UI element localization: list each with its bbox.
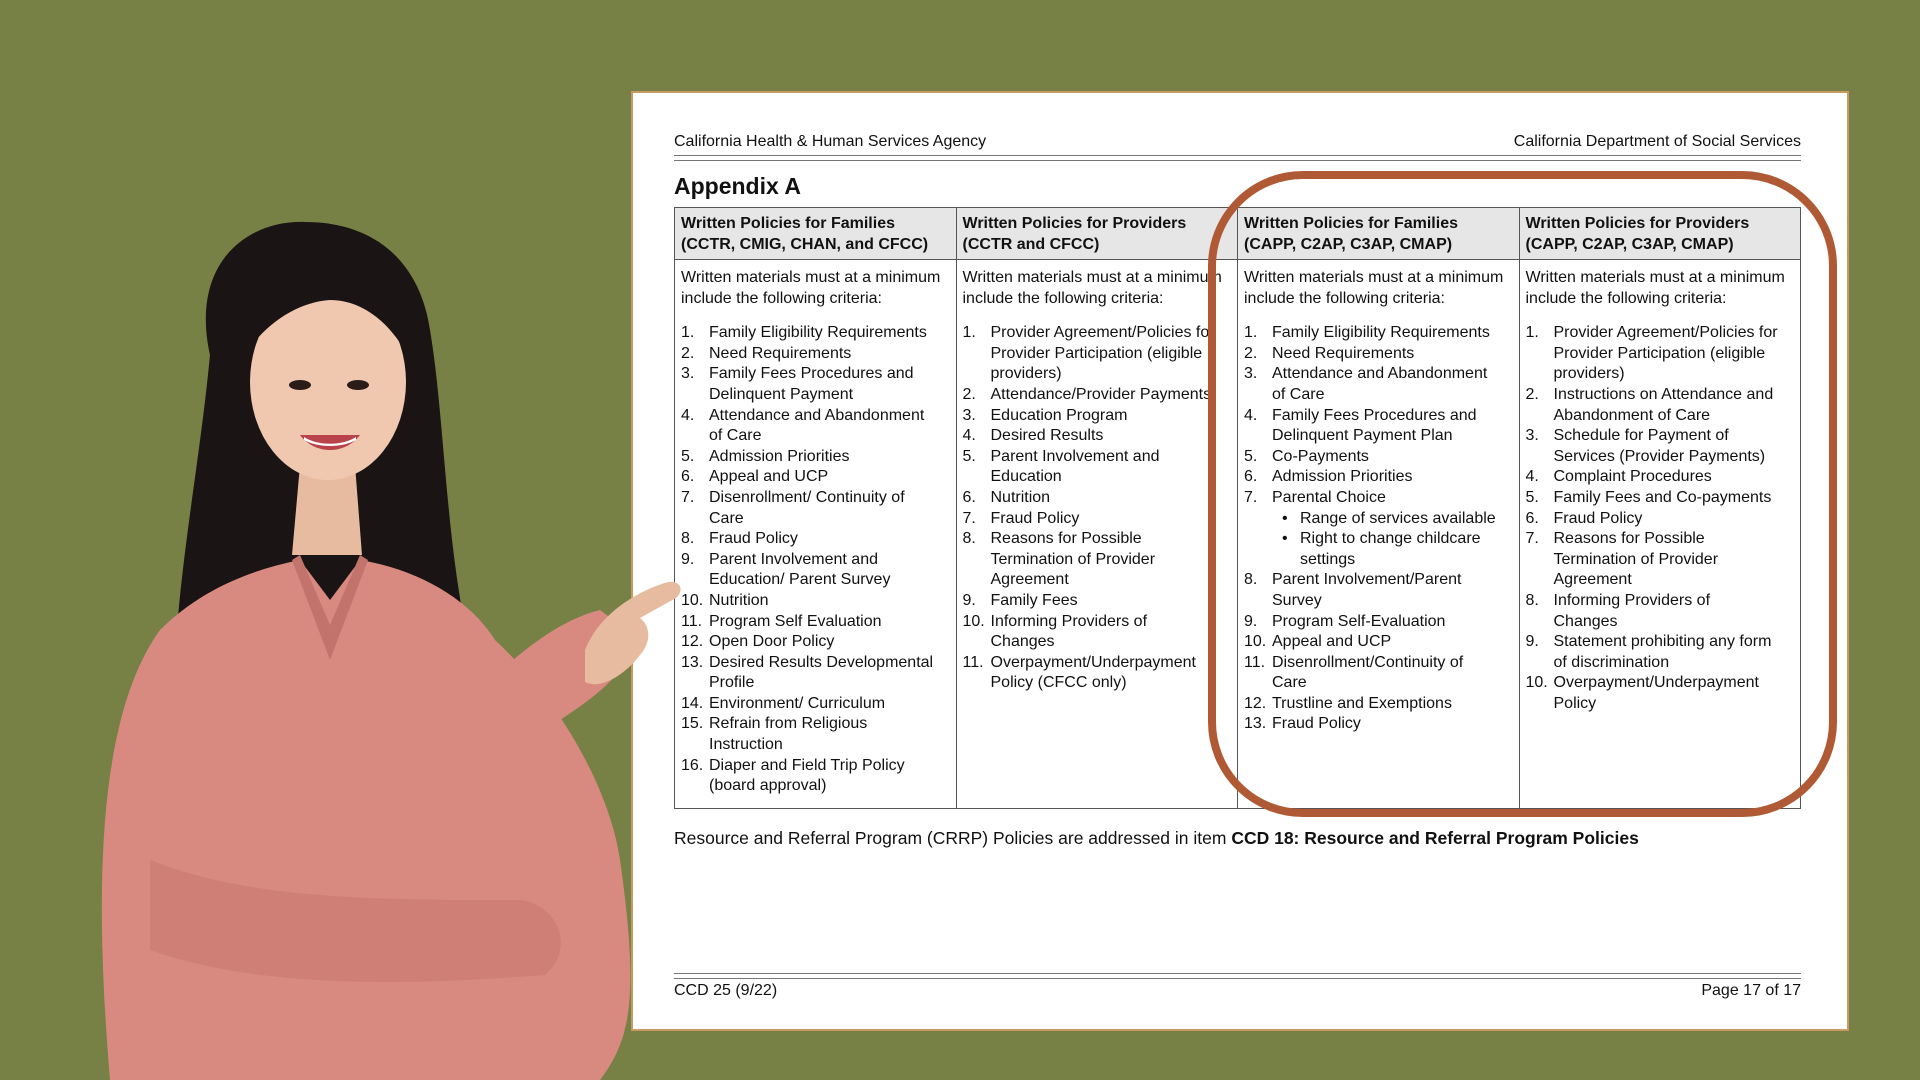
column-header-3 [1238,208,1520,260]
list-item-text: of Care [1272,385,1325,403]
list-item-number: 7. [1244,488,1258,506]
list-item-number: 10. [681,591,704,609]
list-item [1526,426,1798,467]
list-item [963,488,1235,509]
list-item [1244,714,1516,735]
list-item [1244,323,1516,344]
list-item [1526,673,1798,714]
criteria-intro-line: Written materials must at a minimum [681,269,941,286]
list-item-number: 9. [681,550,695,568]
list-item-number: 1. [962,324,976,342]
list-item-text: Family Fees [990,591,1078,609]
list-item-number: 3. [1525,427,1539,445]
list-item-number: 4. [1244,406,1258,424]
list-item-number: 7. [962,509,976,527]
list-item [1526,632,1798,673]
criteria-list [963,323,1235,694]
list-item [681,529,953,550]
presenter-right-eye [347,380,369,390]
list-item-number: 2. [1244,344,1258,362]
list-item-text: Need Requirements [709,344,852,362]
document-header [674,133,1801,151]
list-item-text: Provider Agreement/Policies for [990,324,1215,342]
list-item-text: Program Self Evaluation [709,612,882,630]
list-item-number: 5. [1525,488,1539,506]
list-item-number: 6. [1525,509,1539,527]
header-rule [674,155,1801,161]
list-item-text: Informing Providers of [1553,591,1711,609]
list-item [963,612,1235,653]
presenter-teeth [304,437,356,446]
list-item-text: Desired Results Developmental [709,653,934,671]
list-item [1244,364,1516,405]
list-item [1526,385,1798,426]
list-item [681,488,953,529]
list-item-number: 8. [1244,571,1258,589]
criteria-list [1526,323,1798,714]
criteria-intro-line: include the following criteria: [962,289,1164,307]
list-item-number: 2. [681,344,695,362]
list-item [1244,447,1516,468]
list-item-text: Appeal and UCP [709,468,829,486]
list-item [681,714,953,755]
criteria-intro [1244,268,1516,309]
criteria-list [681,323,953,797]
presenter-smile [300,435,360,450]
criteria-intro [1526,268,1798,309]
list-item-number: 12. [1244,694,1267,712]
list-item-number: 5. [1244,447,1258,465]
criteria-intro-line: Written materials must at a minimum [962,269,1222,286]
criteria-intro-line: Written materials must at a minimum [1244,269,1504,286]
list-item-number: 13. [681,653,704,671]
criteria-intro-line: include the following criteria: [681,289,882,307]
list-item-text: Statement prohibiting any form [1553,633,1772,651]
list-item-text: Attendance and Abandonment [1272,365,1488,383]
list-item-text: Termination of Provider [1553,550,1719,568]
list-item-number: 8. [962,530,976,548]
list-item-number: 6. [1244,468,1258,486]
agency-name: California Health & Human Services Agency [674,133,987,150]
list-item-number: 9. [1244,612,1258,630]
list-item-text: Program Self-Evaluation [1272,612,1446,630]
bullet-icon: • [1282,509,1288,527]
list-item-text: providers) [1553,365,1625,383]
list-item-text: Parent Involvement/Parent [1272,571,1462,589]
list-item-text: Appeal and UCP [1272,633,1392,651]
list-item-number: 9. [962,591,976,609]
list-item [963,591,1235,612]
list-item [963,323,1235,385]
column-header-programs: (CAPP, C2AP, C3AP, CMAP) [1244,235,1453,253]
list-item [681,612,953,633]
list-item-number: 1. [1244,324,1258,342]
list-item-text: Admission Priorities [1272,468,1413,486]
list-item [681,447,953,468]
list-item [1244,632,1516,653]
list-item-text: Services (Provider Payments) [1553,447,1766,465]
list-item [1244,488,1516,570]
list-item-text: Desired Results [990,427,1104,445]
list-item-text: Family Fees and Co-payments [1553,488,1772,506]
list-item-number: 7. [681,488,695,506]
criteria-list [1244,323,1516,735]
list-item [681,364,953,405]
criteria-intro-line: Written materials must at a minimum [1525,269,1785,286]
criteria-intro [963,268,1235,309]
list-item-text: Changes [1553,612,1618,630]
list-item [1526,467,1798,488]
list-item [963,406,1235,427]
list-item-number: 6. [962,488,976,506]
list-item-text: Nutrition [709,591,769,609]
crrp-note [674,828,1639,849]
list-item-number: 3. [681,365,695,383]
list-item-number: 12. [681,633,704,651]
list-item [1244,467,1516,488]
list-item-text: Education/ Parent Survey [709,571,891,589]
list-item-text: Disenrollment/Continuity of [1272,653,1464,671]
list-item [1526,591,1798,632]
policies-table [674,207,1801,809]
bullet-icon: • [1282,530,1288,548]
list-item-text: Instruction [709,736,783,754]
list-item-text: Delinquent Payment Plan [1272,427,1453,445]
list-item-text: Profile [709,674,755,692]
sub-list-item-text: Right to change childcare [1300,530,1481,548]
column-header-1 [675,208,957,260]
column-header-programs: (CAPP, C2AP, C3AP, CMAP) [1525,235,1734,253]
list-item-text: Schedule for Payment of [1553,427,1729,445]
list-item [681,550,953,591]
list-item [681,694,953,715]
list-item-text: Education Program [990,406,1128,424]
list-item-text: Instructions on Attendance and [1553,385,1774,403]
list-item-text: Changes [990,633,1055,651]
list-item-text: Overpayment/Underpayment [1553,674,1759,692]
list-item-text: Co-Payments [1272,447,1369,465]
list-item-text: Care [709,509,744,527]
list-item-text: Education [990,468,1062,486]
list-item [681,344,953,365]
list-item-number: 13. [1244,715,1267,733]
presenter-bangs [248,254,411,360]
list-item-text: Care [1272,674,1307,692]
list-item [963,509,1235,530]
column-header-4 [1519,208,1801,260]
list-item-text: Refrain from Religious [709,715,868,733]
list-item [963,529,1235,591]
list-item-number: 6. [681,468,695,486]
list-item [1244,406,1516,447]
list-item [963,653,1235,694]
list-item-number: 8. [1525,591,1539,609]
sub-list [1272,509,1516,571]
list-item-text: providers) [990,365,1062,383]
column-body-3 [1238,260,1520,809]
list-item-text: Attendance and Abandonment [709,406,925,424]
form-number: CCD 25 (9/22) [674,982,778,999]
list-item-text: Environment/ Curriculum [709,694,886,712]
presenter-shirt [102,560,631,1080]
list-item-text: Policy (CFCC only) [990,674,1127,692]
list-item [1244,694,1516,715]
column-body-4 [1519,260,1801,809]
sub-list-item-text: settings [1300,550,1356,568]
list-item-number: 5. [681,447,695,465]
column-body-1 [675,260,957,809]
list-item-number: 10. [1525,674,1548,692]
presenter-left-eye [289,380,311,390]
list-item-number: 2. [962,385,976,403]
list-item-text: Family Eligibility Requirements [709,324,927,342]
page-title: Appendix A [674,173,801,199]
list-item-number: 11. [1244,653,1266,671]
presenter-hair [175,222,470,708]
list-item-text: Agreement [990,571,1069,589]
list-item-text: Diaper and Field Trip Policy [709,756,905,774]
list-item-text: Admission Priorities [709,447,850,465]
sub-list-item-text: Range of services available [1300,509,1496,527]
list-item-text: Provider Participation (eligible [990,344,1203,362]
list-item-text: Disenrollment/ Continuity of [709,488,905,506]
list-item-number: 4. [962,427,976,445]
list-item-text: Abandonment of Care [1553,406,1711,424]
list-item-text: of Care [709,427,762,445]
criteria-intro-line: include the following criteria: [1525,289,1727,307]
list-item-number: 11. [962,653,984,671]
list-item-text: Family Fees Procedures and [1272,406,1477,424]
sub-list-item [1272,509,1516,530]
list-item-text: Provider Agreement/Policies for [1553,324,1778,342]
presenter-neck [292,465,362,555]
list-item-text: Reasons for Possible [1553,530,1705,548]
list-item-number: 1. [681,324,695,342]
column-header-title: Written Policies for Families [681,215,895,232]
list-item-number: 11. [681,612,703,630]
list-item-text: Parental Choice [1272,488,1386,506]
list-item-text: Complaint Procedures [1553,468,1712,486]
list-item-text: Provider Participation (eligible [1553,344,1766,362]
list-item-text: Fraud Policy [1553,509,1643,527]
sub-list-item [1272,529,1516,570]
list-item-text: Nutrition [990,488,1051,506]
list-item-text: Survey [1272,591,1322,609]
criteria-intro-line: include the following criteria: [1244,289,1445,307]
list-item [1526,509,1798,530]
list-item-number: 8. [681,530,695,548]
column-header-title: Written Policies for Families [1244,215,1458,232]
footer-rule [674,973,1801,979]
list-item-text: Delinquent Payment [709,385,854,403]
list-item [1244,570,1516,611]
list-item [681,406,953,447]
list-item [1526,323,1798,385]
column-header-title: Written Policies for Providers [1525,215,1750,232]
list-item [1526,529,1798,591]
list-item-text: Parent Involvement and [990,447,1160,465]
list-item-text: Overpayment/Underpayment [990,653,1196,671]
list-item-text: of discrimination [1553,653,1670,671]
list-item [681,323,953,344]
list-item-text: Need Requirements [1272,344,1415,362]
list-item-text: Fraud Policy [1272,715,1361,733]
list-item-number: 4. [681,406,695,424]
column-body-2 [956,260,1238,809]
column-header-title: Written Policies for Providers [962,215,1187,232]
department-name: California Department of Social Services [1513,133,1801,150]
list-item-text: Family Fees Procedures and [709,365,914,383]
list-item-text: Open Door Policy [709,633,835,651]
list-item [1244,612,1516,633]
list-item [963,447,1235,488]
presenter-face [250,284,406,480]
document-page [631,91,1849,1031]
column-header-programs: (CCTR and CFCC) [962,235,1100,253]
list-item [681,591,953,612]
list-item-number: 3. [1244,365,1258,383]
list-item-number: 15. [681,715,704,733]
list-item-text: Reasons for Possible [990,530,1142,548]
list-item-text: Trustline and Exemptions [1272,694,1452,712]
list-item [1244,344,1516,365]
list-item-text: Family Eligibility Requirements [1272,324,1490,342]
list-item-text: Parent Involvement and [709,550,878,568]
list-item-text: Termination of Provider [990,550,1156,568]
column-header-2 [956,208,1238,260]
document-footer [674,982,1801,1000]
list-item-number: 4. [1525,468,1539,486]
list-item-number: 10. [962,612,985,630]
list-item-number: 1. [1525,324,1539,342]
list-item [963,385,1235,406]
crrp-note-text: Resource and Referral Program (CRRP) Policies are addressed in item [674,828,1232,848]
crrp-note-reference: CCD 18: Resource and Referral Program Policies [1231,828,1639,848]
list-item-text: Fraud Policy [990,509,1080,527]
presenter-raised-arm [470,610,640,760]
list-item-number: 14. [681,694,704,712]
list-item-number: 16. [681,756,704,774]
page-number: Page 17 of 17 [1701,982,1801,999]
presenter-folded-arm [150,860,561,982]
list-item-text: Fraud Policy [709,530,798,548]
list-item-text: Policy [1553,694,1597,712]
criteria-intro [681,268,953,309]
list-item-number: 3. [962,406,976,424]
list-item [681,632,953,653]
list-item [681,467,953,488]
list-item-text: Attendance/Provider Payments [990,385,1212,403]
list-item-number: 7. [1525,530,1539,548]
list-item [1526,488,1798,509]
presenter-collar [292,555,368,660]
list-item-number: 5. [962,447,976,465]
list-item [963,426,1235,447]
list-item-number: 2. [1525,385,1539,403]
list-item [1244,653,1516,694]
list-item-text: Informing Providers of [990,612,1148,630]
list-item-text: Agreement [1553,571,1632,589]
list-item-number: 9. [1525,633,1539,651]
list-item [681,756,953,797]
column-header-programs: (CCTR, CMIG, CHAN, and CFCC) [681,235,929,253]
list-item [681,653,953,694]
list-item-text: (board approval) [709,777,827,795]
list-item-number: 10. [1244,633,1267,651]
